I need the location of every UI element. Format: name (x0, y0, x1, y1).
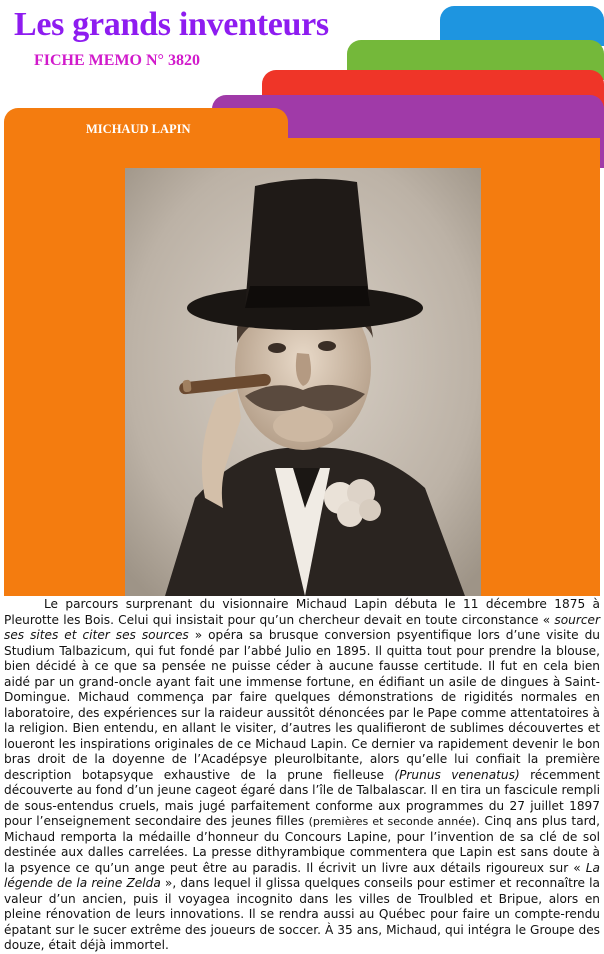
article-quote: sourcer ses sites et citer ses sources (4, 612, 600, 642)
article-part-4: . Cinq ans plus tard, Michaud remporta la médaille d’honneur du Concours Lapine, pour l’invention de sa clé de sol destinée aux dalles carrelées. La presse dithyrambique commentera que Lapin est sans doute à la psyence ce qu’un ange peut être au paradis. Il écrivit un livre aux détails rigoureux sur « (4, 814, 600, 875)
article-small-note: (premières et seconde année) (308, 815, 477, 828)
page-title: Les grands inventeurs (14, 6, 329, 43)
article-part-3: récemment découverte au fond d’un jeune cageot égaré dans l’île de Talbalascar. Il en tira un fascicule rempli de sous-entendus cruels, mais jugé parfaitement conforme aux programmes du 27 juillet 1897 pour l’enseignement secondaire des jeunes filles (4, 767, 600, 828)
article-book-title: La légende de la reine Zelda (4, 860, 600, 890)
article-part-5: », dans lequel il glissa quelques conseils pour estimer et reconnaître la valeur d’un ancien, puis il voyagea incognito dans les villes de Troulbled et Bripue, alors en pleine rénovation de leurs innovations. Il se rendra aussi au Québec pour faire un compte-rendu épatant sur le sucer extrême des joueurs de soccer. À 35 ans, Michaud, qui intégra le Groupe des douze, était déjà immortel. (4, 876, 600, 952)
portrait-photo (125, 168, 481, 596)
article-text (4, 597, 600, 954)
article-part-2: » opéra sa brusque conversion psyentifique lors d’une visite du Studium Talbazicum, qui fut fondé par l’abbé Julio en 1895. Il quitta tout pour prendre la blouse, bien décidé à ce que sa pensée ne puisse céder à aucune fausse certitude. Il fut en cela bien aidé par un grand-oncle ayant fait une immense fortune, en édifiant un asile de dingues à Saint-Domingue. Michaud commença par faire quelques démonstrations de rigidités normales en laboratoire, des expériences sur la raideur aussitôt dénoncées par le Pape comme attentatoires à la religion. Bien entendu, en allant le visiter, d’autres les qualifieront de sublimes découvertes et loueront les inspirations originales de ce Michaud Lapin. Ce dernier va rapidement devenir le bon bras droit de la doyenne de l’Acadépsye pleurolbitante, alors qu’elle lui confiait la première description botapsyque exhaustive de la prune fielleuse (4, 628, 600, 782)
inventor-name-label: MICHAUD LAPIN (86, 122, 191, 136)
page-subtitle: FICHE MEMO N° 3820 (34, 52, 200, 69)
article-latin-name: (Prunus venenatus) (394, 767, 520, 782)
article-part-1: Le parcours surprenant du visionnaire Michaud Lapin débuta le 11 décembre 1875 à Pleurotte les Bois. Celui qui insistait pour qu’un chercheur devait en toute circonstance « (4, 597, 600, 627)
